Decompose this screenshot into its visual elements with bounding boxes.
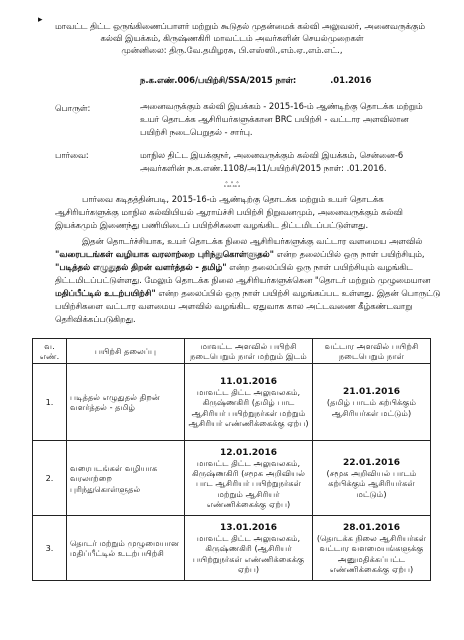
reference-label: பார்வை: — [55, 150, 89, 160]
body-p1-line-3: இயக்கமும் இணைந்து பணியிடைப் பயிற்சிகளை வழங்கிட திட்டமிடப்பட்டுள்ளது. — [55, 220, 369, 230]
header-line-3: முன்னிலை: திரு.வே.தமிழரசு, பி.எஸ்ஸி.,எம்.ஏ.,எம்.எட்., — [121, 45, 343, 55]
topic-cce-exercise: மதிப்பீட்டில் உடற்பயிற்சி" — [55, 288, 156, 298]
district-place: மாவட்ட திட்ட அலுவலகம், கிருஷ்ணகிரி (தமிழ் பாட ஆசிரியர் பயிற்றுநர்கள் மற்றும் ஆசிரியர் எண்ணிக்கைக்கு ஏற்ப) — [188, 387, 309, 428]
table-row — [33, 364, 431, 441]
reference-number-date: .01.2016 — [330, 75, 372, 85]
body-p1-line-1: பார்வை கடிதத்தின்படி, 2015-16-ம் ஆண்டிற்கு தொடக்க மற்றும் உயர் தொடக்க — [82, 194, 384, 204]
block-note: (தொடக்க நிலை ஆசிரியர்கள் வட்டார வளமையங்களுக்கு அனுமதிக்கப்பட்ட எண்ணிக்கைக்கு ஏற்ப) — [316, 533, 427, 574]
row-training-title: வரைபடங்கள் வழியாக வரலாற்றை புரிந்துகொள்ளுதல் — [67, 441, 185, 516]
header-district-date-place: மாவட்ட அளவில் பயிற்சி நடைபெறும் நாள் மற்றும் இடம் — [185, 339, 313, 364]
body-p2-line-3 — [55, 262, 413, 273]
table-header-row — [33, 339, 431, 364]
row-training-title: தொடர் மற்றும் முழுமையான மதிப்பீட்டில் உடற்பயிற்சி — [67, 516, 185, 581]
body-p2-line-4: திட்டமிடப்பட்டுள்ளது. மேலும் தொடக்க நிலை ஆசிரியர்களுக்கென "தொடர் மற்றும் முழுமையான — [55, 275, 431, 285]
header-block-date: வட்டார அளவில் பயிற்சி நடைபெறும் நாள் — [313, 339, 431, 364]
schedule-table — [32, 338, 431, 581]
margin-mark: ▸ — [38, 15, 43, 25]
table-row — [33, 441, 431, 516]
row-block-cell — [313, 516, 431, 581]
row-district-cell — [185, 516, 313, 581]
district-place: மாவட்ட திட்ட அலுவலகம், கிருஷ்ணகிரி (ஆசிரியர் பயிற்றுநர்கள் எண்ணிக்கைக்கு ஏற்ப) — [192, 533, 305, 574]
body-p2-line-5 — [55, 288, 440, 299]
block-note: (தமிழ் பாடம் கற்பிக்கும் ஆசிரியர்கள் மட்டும்) — [326, 397, 417, 418]
district-date: 13.01.2016 — [220, 522, 277, 533]
district-place: மாவட்ட திட்ட அலுவலகம், கிருஷ்ணகிரி (சமூக அறிவியல் பாட ஆசிரியர் பயிற்றுநர்கள் மற்றும் ஆசிரியர் எண்ணிக்கைக்கு ஏற்ப) — [192, 458, 305, 509]
reference-line-2: அவர்களின் ந.க.எண்.1108/அ11/பயிற்சி/2015 நாள்: .01.2016. — [140, 163, 387, 173]
block-date: 22.01.2016 — [343, 458, 400, 468]
row-block-cell — [313, 441, 431, 516]
section-divider: ஃஃஃ — [223, 181, 241, 189]
topic-history-maps: "வரைபடங்கள் வழியாக வரலாற்றை புரிந்துகொள்ளுதல்" — [55, 249, 274, 259]
reference-line-1: மாநில திட்ட இயக்குநர், அனைவருக்கும் கல்வி இயக்கம், சென்னை-6 — [140, 150, 404, 160]
subject-line-1: அனைவருக்கும் கல்வி இயக்கம் - 2015-16-ம் ஆண்டிற்கு தொடக்க மற்றும் — [140, 101, 423, 111]
subject-line-2: உயர் தொடக்க ஆசிரியர்களுக்கான BRC பயிற்சி - வட்டார அளவிலான — [140, 114, 409, 124]
row-district-cell — [185, 441, 313, 516]
body-p2-line-2 — [55, 249, 425, 260]
row-serial-number: 3. — [33, 516, 67, 581]
block-date: 28.01.2016 — [343, 522, 400, 533]
block-note: (சமூக அறிவியல் பாடம் கற்பிக்கும் ஆசிரியர்கள் மட்டும்) — [326, 468, 417, 499]
district-date: 12.01.2016 — [220, 447, 277, 458]
body-p2-line-7: தெரிவிக்கப்படுகிறது. — [55, 314, 136, 324]
body-p2-line-2-rest: என்ற தலைப்பில் ஒரு நாள் பயிற்சியும், — [273, 249, 425, 259]
row-district-cell — [185, 364, 313, 441]
subject-label: பொருள்: — [55, 103, 91, 113]
row-serial-number: 1. — [33, 364, 67, 441]
row-training-title: படித்தல் எழுதுதல் திறன் வளர்த்தல் - தமிழ் — [67, 364, 185, 441]
subject-line-3: பயிற்சி நடைபெறுதல் - சார்பு. — [140, 127, 253, 137]
body-p2-line-6: பயிற்சிகளை வட்டார வளமைய அளவில் வழங்கிட ஏதுவாக கால அட்டவணை கீழ்கண்டவாறு — [55, 301, 413, 311]
header-serial-number: வ. எண். — [33, 339, 67, 364]
topic-tamil-reading: "படித்தல் எழுதுதல் திறன் வளர்த்தல் - தமிழ்" — [55, 262, 227, 272]
header-line-1: மாவட்ட திட்ட ஒருங்கிணைப்பாளர் மற்றும் கூடுதல் முதன்மைக் கல்வி அலுவலர், அனைவருக்கும் — [55, 21, 426, 31]
district-date: 11.01.2016 — [220, 376, 277, 387]
body-p2-line-3-rest: என்ற தலைப்பில் ஒரு நாள் பயிற்சியும் வழங்கிட — [226, 262, 413, 272]
body-p1-line-2: ஆசிரியர்களுக்கு மாநில கல்வியியல் ஆராய்ச்சி பயிற்சி நிறுவனமும், அனைவருக்கும் கல்வி — [55, 207, 403, 217]
block-date: 21.01.2016 — [343, 387, 400, 398]
row-serial-number: 2. — [33, 441, 67, 516]
reference-number-text: ந.க.எண்.006/பயிற்சி/SSA/2015 நாள்: — [140, 75, 297, 85]
body-p2-line-1: இதன் தொடர்ச்சியாக, உயர் தொடக்க நிலை ஆசிரியர்களுக்கு வட்டார வளமைய அளவில் — [82, 236, 423, 246]
header-line-2: கல்வி இயக்கம், கிருஷ்ணகிரி மாவட்டம் அவர்களின் செயல்முறைகள் — [100, 33, 364, 43]
header-training-title: பயிற்சி தலைப்பு — [67, 339, 185, 364]
row-block-cell — [313, 364, 431, 441]
table-row — [33, 516, 431, 581]
body-p2-line-5-rest: என்ற தலைப்பில் ஒரு நாள் பயிற்சி வழங்கப்பட உள்ளது. இதன் பொருட்டு — [155, 288, 441, 298]
reference-number — [140, 75, 371, 86]
